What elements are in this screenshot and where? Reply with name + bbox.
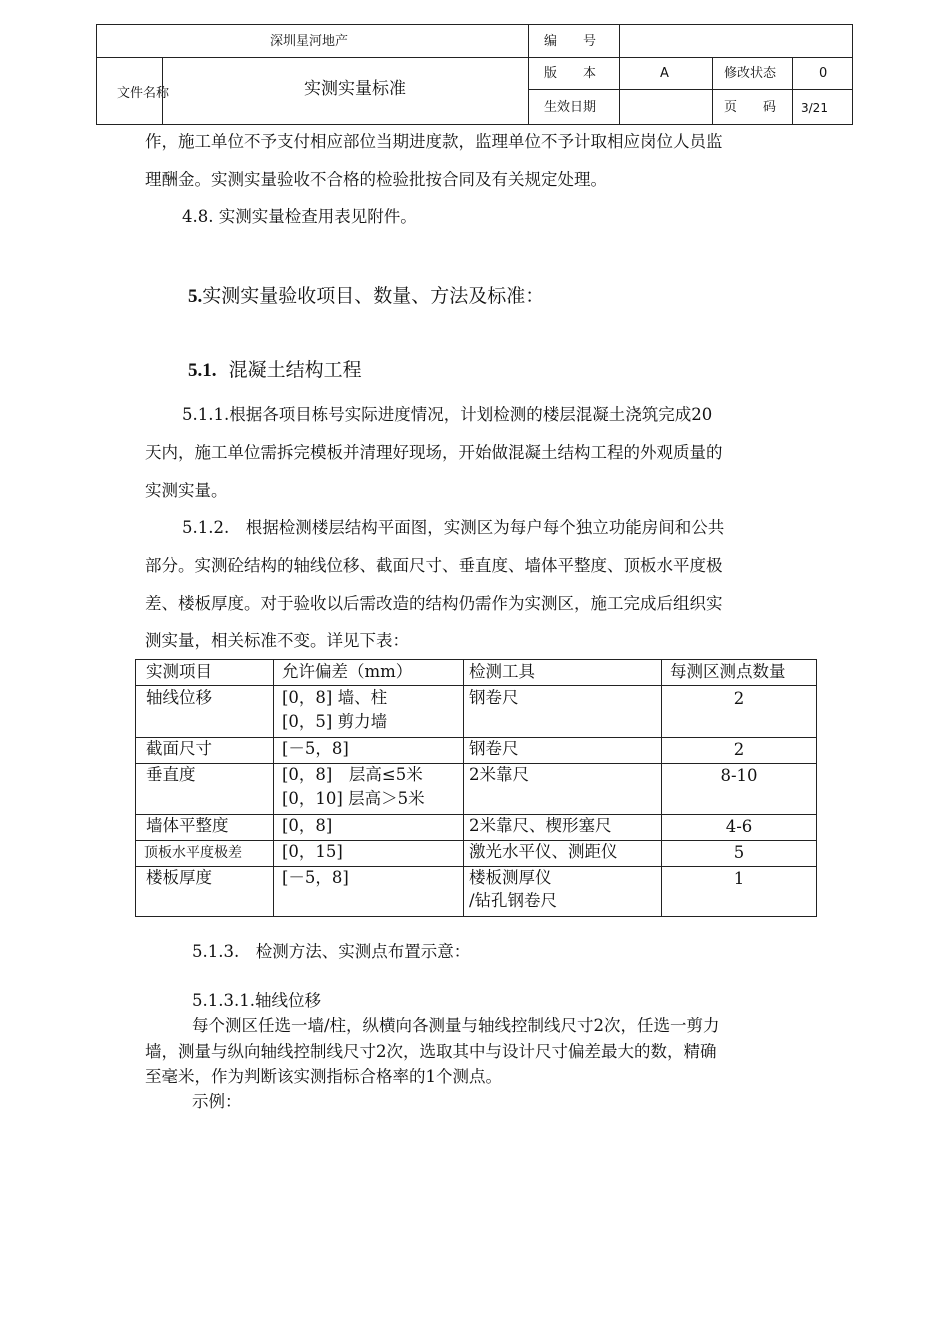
version-value: A [660, 66, 669, 81]
table-rule [136, 814, 816, 815]
table-rule [136, 866, 816, 867]
page-number: 3/21 [801, 101, 828, 115]
paragraph-line: 墙，测量与纵向轴线控制线尺寸2次，选取其中与设计尺寸偏差最大的数，精确 [145, 1042, 717, 1061]
doc-name-label: 文件名称 [117, 86, 170, 101]
table-cell-tool: 激光水平仪、测距仪 [469, 842, 618, 861]
revision-value: 0 [819, 66, 828, 81]
tolerance-table [135, 659, 817, 917]
column-header: 实测项目 [146, 662, 212, 681]
company-name: 深圳星河地产 [270, 34, 349, 49]
table-rule [136, 840, 816, 841]
header-divider [528, 89, 852, 90]
table-rule [463, 660, 464, 916]
header-divider [619, 25, 620, 124]
column-header: 允许偏差（mm） [282, 662, 413, 681]
page-label: 页 码 [724, 100, 777, 115]
table-cell-tolerance: [0，8] 墙、柱 [282, 688, 388, 707]
table-rule [136, 685, 816, 686]
paragraph-line: 4.8. 实测实量检查用表见附件。 [182, 207, 417, 226]
paragraph-line: 作，施工单位不予支付相应部位当期进度款，监理单位不予计取相应岗位人员监 [145, 132, 723, 151]
version-label: 版 本 [544, 66, 597, 81]
table-cell-item: 顶板水平度极差 [144, 845, 242, 861]
table-cell-item: 墙体平整度 [146, 816, 229, 835]
table-rule [136, 763, 816, 764]
table-cell-tool: /钻孔钢卷尺 [469, 891, 558, 910]
effective-date-label: 生效日期 [544, 100, 597, 115]
table-cell-count: 8-10 [720, 766, 758, 785]
paragraph-line: 5.1.2. 根据检测楼层结构平面图，实测区为每户每个独立功能房间和公共 [182, 518, 725, 537]
section-number: 5.1. [188, 360, 217, 381]
column-header: 每测区测点数量 [670, 662, 786, 681]
paragraph-line: 理酬金。实测实量验收不合格的检验批按合同及有关规定处理。 [145, 170, 607, 189]
paragraph-line: 5.1.3. 检测方法、实测点布置示意： [192, 942, 471, 961]
table-cell-tool: 楼板测厚仪 [469, 868, 552, 887]
subsection-title: 5.1.3.1.轴线位移 [192, 991, 321, 1010]
table-cell-count: 2 [733, 740, 745, 759]
doc-name: 实测实量标准 [304, 79, 406, 99]
table-cell-tolerance: [0，15] [282, 842, 343, 861]
section-heading-5-1 [188, 361, 362, 380]
column-header: 检测工具 [469, 662, 535, 681]
paragraph-line: 测实量，相关标准不变。详见下表： [145, 631, 409, 650]
table-rule [136, 737, 816, 738]
header-divider [792, 57, 793, 124]
table-cell-tool: 2米靠尺、楔形塞尺 [469, 816, 612, 835]
document-header [96, 24, 853, 125]
section-number: 5. [188, 286, 203, 307]
section-title: 混凝土结构工程 [228, 359, 362, 381]
table-cell-count: 4-6 [725, 817, 753, 836]
table-cell-tolerance: [0，8] 层高≤5米 [282, 765, 423, 784]
table-rule [273, 660, 274, 916]
paragraph-line: 至毫米，作为判断该实测指标合格率的1个测点。 [145, 1067, 502, 1086]
table-cell-item: 轴线位移 [146, 688, 212, 707]
paragraph-line: 每个测区任选一墙/柱，纵横向各测量与轴线控制线尺寸2次，任选一剪力 [192, 1016, 720, 1035]
paragraph-line: 5.1.1.根据各项目栋号实际进度情况，计划检测的楼层混凝土浇筑完成20 [182, 405, 713, 424]
number-label: 编 号 [544, 34, 597, 49]
table-cell-tool: 2米靠尺 [469, 765, 529, 784]
table-cell-count: 2 [733, 689, 745, 708]
paragraph-line: 天内，施工单位需拆完模板并清理好现场，开始做混凝土结构工程的外观质量的 [145, 443, 723, 462]
table-cell-tool: 钢卷尺 [469, 688, 519, 707]
table-cell-tolerance: [－5，8] [282, 739, 349, 758]
table-cell-tolerance: [0，8] [282, 816, 333, 835]
table-cell-item: 截面尺寸 [146, 739, 212, 758]
table-cell-tool: 钢卷尺 [469, 739, 519, 758]
revision-label: 修改状态 [724, 66, 777, 81]
table-cell-item: 楼板厚度 [146, 868, 212, 887]
paragraph-line: 部分。实测砼结构的轴线位移、截面尺寸、垂直度、墙体平整度、顶板水平度极 [145, 556, 723, 575]
header-divider [528, 25, 529, 124]
paragraph-line: 差、楼板厚度。对于验收以后需改造的结构仍需作为实测区，施工完成后组织实 [145, 594, 723, 613]
header-divider [97, 57, 852, 58]
table-cell-item: 垂直度 [146, 765, 196, 784]
table-cell-tolerance: [0，5] 剪力墙 [282, 712, 388, 731]
table-cell-tolerance: [－5，8] [282, 868, 349, 887]
section-title: 实测实量验收项目、数量、方法及标准： [202, 285, 545, 307]
section-heading-5 [188, 287, 544, 306]
table-cell-tolerance: [0，10] 层高＞5米 [282, 789, 425, 808]
table-cell-count: 1 [733, 869, 745, 888]
table-cell-count: 5 [733, 843, 745, 862]
header-divider [712, 57, 713, 124]
example-label: 示例： [192, 1092, 242, 1111]
paragraph-line: 实测实量。 [145, 481, 228, 500]
